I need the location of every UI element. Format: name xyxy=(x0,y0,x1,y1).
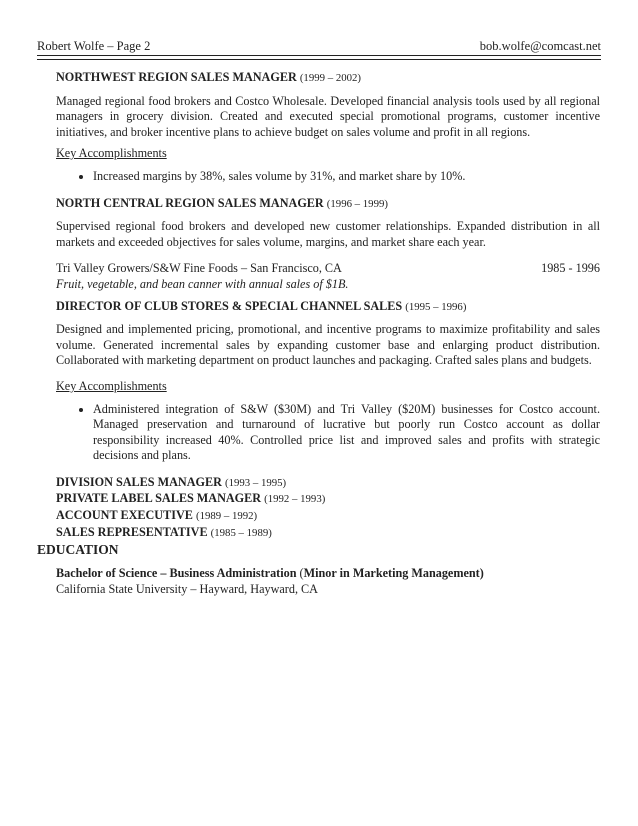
company-tagline: Fruit, vegetable, and bean canner with annual sales of $1B. xyxy=(56,276,349,291)
company-years: 1985 - 1996 xyxy=(541,261,600,276)
role-description: Supervised regional food brokers and developed new customer relationships. Expanded distribution in all markets and exceeded objectives for sales volume, margins, and market share each year. xyxy=(56,219,600,249)
degree-line xyxy=(56,566,600,582)
education-heading: EDUCATION xyxy=(37,542,119,557)
company-row xyxy=(56,261,600,277)
key-accomplishments-label: Key Accomplishments xyxy=(56,378,167,393)
role-title-line xyxy=(56,299,600,316)
role-dates: (1995 – 1996) xyxy=(405,300,467,313)
earlier-roles xyxy=(56,475,600,541)
role-dates: (1996 – 1999) xyxy=(326,197,388,210)
role-title: DIVISION SALES MANAGER xyxy=(56,474,222,489)
page-header xyxy=(37,38,601,54)
role-description: Managed regional food brokers and Costco Wholesale. Developed financial analysis tools used by all regional managers in grocery division. Created and executed special promotional programs, customer incentive initiatives, and broker incentive plans to achieve budget on sales volume and profit in all regions. xyxy=(56,93,600,139)
school-line: California State University – Hayward, Hayward, CA xyxy=(56,581,318,596)
role-title: NORTH CENTRAL REGION SALES MANAGER xyxy=(56,195,324,210)
key-accomplishments-label: Key Accomplishments xyxy=(56,146,167,161)
role-director xyxy=(56,299,600,464)
role-title: ACCOUNT EXECUTIVE xyxy=(56,508,193,523)
role-title-line xyxy=(56,70,600,87)
header-email: bob.wolfe@comcast.net xyxy=(479,39,601,53)
role-title-line xyxy=(56,196,600,213)
role-description: Designed and implemented pricing, promotional, and incentive programs to maximize profitability and sales volume. Generated incremental sales by expanding customer base and enlarging product distribution. Collaborated with marketing department on product launches and packaging. Crafted sales plans and budgets. xyxy=(56,322,600,368)
earlier-role xyxy=(56,525,600,542)
role-title: SALES REPRESENTATIVE xyxy=(56,524,208,539)
header-name-page: Robert Wolfe – Page 2 xyxy=(37,39,151,53)
role-dates: (1993 – 1995) xyxy=(224,476,287,489)
degree-minor: Minor in Marketing Management) xyxy=(303,566,484,580)
company-block xyxy=(56,261,600,292)
role-title: PRIVATE LABEL SALES MANAGER xyxy=(56,491,262,506)
degree-paren: ( xyxy=(299,566,304,580)
role-dates: (1999 – 2002) xyxy=(299,72,362,84)
role-dates: (1989 – 1992) xyxy=(195,510,258,523)
education-section xyxy=(56,566,600,597)
header-rule-thick xyxy=(37,55,601,56)
role-north-central xyxy=(56,196,600,251)
experience-section xyxy=(56,70,600,541)
company-name: Tri Valley Growers/S&W Fine Foods – San Francisco, CA xyxy=(56,261,342,276)
role-title: DIRECTOR OF CLUB STORES & SPECIAL CHANNEL SALES xyxy=(56,298,403,313)
header-rule-thin xyxy=(37,59,601,60)
role-northwest xyxy=(56,70,600,185)
role-title: NORTHWEST REGION SALES MANAGER xyxy=(56,70,297,84)
accomplishment-list xyxy=(56,169,600,185)
accomplishment-item: • Administered integration of S&W ($30M) and Tri Valley ($20M) businesses for Costco account. Managed preservation and turnaround of lucrative but poorly run Costco account as dollar responsibility increased 40%. Controlled price list and improved sales and profits with strategic decisions and plans. xyxy=(93,402,600,464)
earlier-role xyxy=(56,508,600,525)
degree-name: Bachelor of Science – Business Administration xyxy=(56,566,297,580)
earlier-role xyxy=(56,491,600,508)
role-dates: (1992 – 1993) xyxy=(264,493,326,506)
role-dates: (1985 – 1989) xyxy=(210,526,272,539)
accomplishment-item: • Increased margins by 38%, sales volume by 31%, and market share by 10%. xyxy=(93,169,600,185)
accomplishment-list xyxy=(56,402,600,464)
earlier-role xyxy=(56,475,600,492)
